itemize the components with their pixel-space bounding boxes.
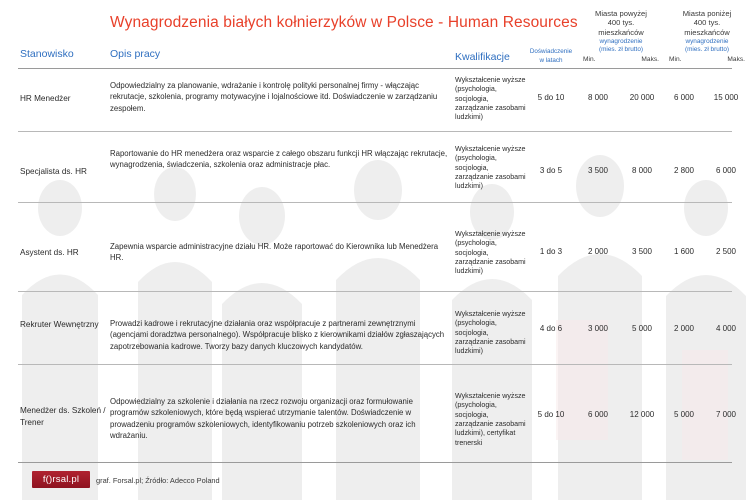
row-divider-1	[18, 131, 732, 132]
row-big-city-max: 12 000	[629, 410, 655, 419]
city-below-line3: mieszkańców	[684, 27, 730, 37]
row-big-city-min: 3 000	[587, 324, 609, 333]
row-big-city-min: 8 000	[587, 93, 609, 102]
row-small-city-min: 6 000	[673, 93, 695, 102]
row-description: Odpowiedzialny za szkolenie i działania na rzecz rozwoju organizacji oraz formułowanie programów szkoleniowych, które będą wspierać utrzymanie talentów. Doświadczenie w prowadzeniu programów szkoleniowych, identyfikowaniu potrzeb szkoleniowych oraz ich wdrażaniu.	[110, 397, 416, 440]
experience-label-line2: w latach	[539, 56, 563, 64]
row-qualifications: Wykształcenie wyższe (psychologia, socjologia, zarządzanie zasobami ludzkimi)	[455, 310, 526, 356]
row-description: Zapewnia wsparcie administracyjne działu HR. Może raportować do Kierownika lub Menedżera HR.	[110, 242, 439, 263]
experience-label-line1: Doświadczenie	[529, 48, 573, 55]
row-experience: 4 do 6	[539, 324, 563, 333]
city-above-max-label: Maks.	[641, 56, 659, 64]
row-description: Prowadzi kadrowe i rekrutacyjne działania oraz współpracuje z partnerami zewnętrznymi (agencjami doradztwa personalnego). Współpracuje blisko z kierownikami działów zgłaszających zapotrzebowania kadrowe. Tworzy bazy danych kluczowych kandydatów.	[110, 319, 445, 351]
column-header-description: Opis pracy	[110, 48, 161, 60]
city-below-sub2: (mies. zł brutto)	[684, 46, 730, 54]
row-small-city-max: 15 000	[713, 93, 739, 102]
row-position: HR Menedżer	[20, 94, 71, 103]
city-below-min-label: Min.	[669, 56, 682, 64]
column-header-position: Stanowisko	[20, 48, 74, 60]
row-description: Odpowiedzialny za planowanie, wdrażanie i kontrolę polityki personalnej firmy - włączając rekrutacje, szkolenia, programy motywacyjne i lojalnościowe itd. Doświadczenie w zarządzaniu zespołem.	[110, 81, 438, 113]
header-divider	[18, 68, 732, 69]
row-big-city-max: 20 000	[629, 93, 655, 102]
row-divider-4	[18, 364, 732, 365]
forsal-logo[interactable]: f()rsal.pl	[32, 471, 90, 488]
row-position: Rekruter Wewnętrzny	[20, 320, 99, 329]
row-small-city-max: 4 000	[715, 324, 737, 333]
row-experience: 5 do 10	[537, 410, 565, 419]
row-big-city-min: 6 000	[587, 410, 609, 419]
row-experience: 1 do 3	[539, 247, 563, 256]
row-small-city-min: 2 800	[673, 166, 695, 175]
source-credit: graf. Forsal.pl; Źródło: Adecco Poland	[96, 476, 220, 485]
row-small-city-min: 2 000	[673, 324, 695, 333]
row-small-city-max: 2 500	[715, 247, 737, 256]
row-big-city-max: 3 500	[631, 247, 653, 256]
row-small-city-max: 7 000	[715, 410, 737, 419]
row-divider-2	[18, 202, 732, 203]
column-header-city-below	[668, 9, 746, 63]
row-qualifications: Wykształcenie wyższe (psychologia, socjologia, zarządzanie zasobami ludzkimi)	[455, 230, 526, 276]
row-small-city-min: 5 000	[673, 410, 695, 419]
city-above-line2: 400 tys.	[607, 18, 635, 28]
row-position: Specjalista ds. HR	[20, 167, 87, 176]
column-header-experience	[520, 48, 582, 65]
row-big-city-min: 2 000	[587, 247, 609, 256]
city-below-max-label: Maks.	[727, 56, 745, 64]
city-above-sub1: wynagrodzenie	[599, 38, 643, 46]
row-big-city-min: 3 500	[587, 166, 609, 175]
row-qualifications: Wykształcenie wyższe (psychologia, socjologia, zarządzanie zasobami ludzkimi)	[455, 76, 526, 122]
row-description: Raportowanie do HR menedżera oraz wsparcie z całego obszaru funkcji HR włączając rekrutacje, wynagrodzenia, świadczenia, szkolenia oraz administracje płac.	[110, 149, 448, 170]
row-position: Asystent ds. HR	[20, 248, 79, 257]
row-big-city-max: 5 000	[631, 324, 653, 333]
city-below-sub1: wynagrodzenie	[685, 38, 729, 46]
column-header-city-above	[582, 9, 660, 63]
city-above-min-label: Min.	[583, 56, 596, 64]
city-below-line2: 400 tys.	[693, 18, 721, 28]
row-qualifications: Wykształcenie wyższe (psychologia, socjologia, zarządzanie zasobami ludzkimi)	[455, 145, 526, 191]
row-big-city-max: 8 000	[631, 166, 653, 175]
row-experience: 3 do 5	[539, 166, 563, 175]
city-above-sub2: (mies. zł brutto)	[598, 46, 644, 54]
row-divider-3	[18, 291, 732, 292]
footer-divider	[18, 462, 732, 463]
row-small-city-max: 6 000	[715, 166, 737, 175]
row-qualifications: Wykształcenie wyższe (psychologia, socjologia, zarządzanie zasobami ludzkimi), certyfikat trenerski	[455, 392, 526, 447]
row-experience: 5 do 10	[537, 93, 565, 102]
row-position: Menedżer ds. Szkoleń / Trener	[20, 406, 106, 427]
row-small-city-min: 1 600	[673, 247, 695, 256]
column-header-qualifications: Kwalifikacje	[455, 51, 510, 63]
city-below-line1: Miasta poniżej	[682, 9, 732, 18]
city-above-line1: Miasta powyżej	[595, 9, 647, 18]
page-title: Wynagrodzenia białych kołnierzyków w Polsce - Human Resources	[110, 14, 578, 31]
city-above-line3: mieszkańców	[598, 27, 644, 37]
